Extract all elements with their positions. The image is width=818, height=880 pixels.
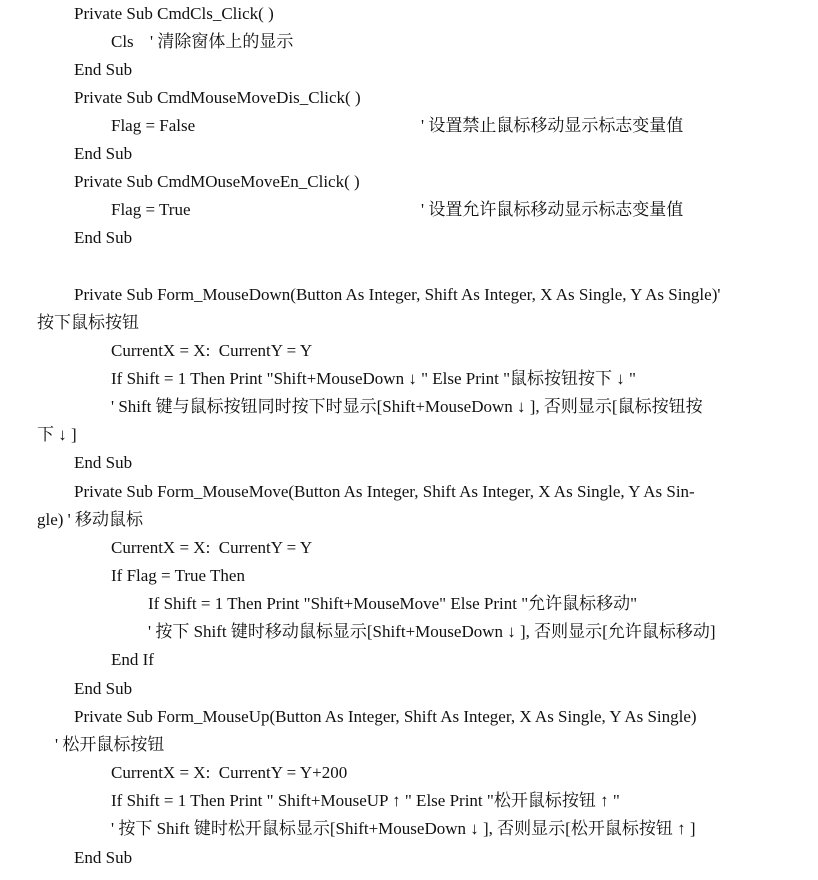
code-line-27: CurrentX = X: CurrentY = Y+200: [111, 763, 348, 782]
code-comment-2: ' 清除窗体上的显示: [150, 32, 294, 51]
code-line-26: ' 松开鼠标按钮: [55, 735, 165, 754]
code-line-10: Private Sub Form_MouseDown(Button As Integer, Shift As Integer, X As Single, Y As Single)': [74, 285, 721, 304]
code-comment-5: ' 设置禁止鼠标移动显示标志变量值: [421, 116, 684, 135]
code-line-7: Private Sub CmdMOuseMoveEn_Click( ): [74, 172, 360, 191]
code-line-11: 按下鼠标按钮: [37, 313, 139, 332]
code-line-29: ' 按下 Shift 键时松开鼠标显示[Shift+MouseDown ↓ ], 否则显示[松开鼠标按钮 ↑ ]: [111, 819, 696, 838]
code-line-21: If Shift = 1 Then Print "Shift+MouseMove" Else Print "允许鼠标移动": [148, 594, 638, 613]
code-line-1: Private Sub CmdCls_Click( ): [74, 4, 274, 23]
code-line-17: Private Sub Form_MouseMove(Button As Integer, Shift As Integer, X As Single, Y As Sin-: [74, 482, 695, 501]
code-line-15: 下 ↓ ]: [37, 425, 77, 444]
code-line-12: CurrentX = X: CurrentY = Y: [111, 341, 313, 360]
code-line-5: Flag = False: [111, 116, 196, 135]
code-line-18: gle) ' 移动鼠标: [37, 510, 143, 529]
code-line-28: If Shift = 1 Then Print " Shift+MouseUP ↑ " Else Print "松开鼠标按钮 ↑ ": [111, 791, 620, 810]
code-line-20: If Flag = True Then: [111, 566, 245, 585]
code-line-6: End Sub: [74, 144, 133, 163]
code-line-19: CurrentX = X: CurrentY = Y: [111, 538, 313, 557]
code-line-13: If Shift = 1 Then Print "Shift+MouseDown ↓ " Else Print "鼠标按钮按下 ↓ ": [111, 369, 636, 388]
code-line-25: Private Sub Form_MouseUp(Button As Integer, Shift As Integer, X As Single, Y As Single): [74, 707, 697, 726]
code-line-23: End If: [111, 650, 154, 669]
code-line-14: ' Shift 键与鼠标按钮同时按下时显示[Shift+MouseDown ↓ ], 否则显示[鼠标按钮按: [111, 397, 703, 416]
code-line-24: End Sub: [74, 679, 133, 698]
code-line-16: End Sub: [74, 453, 133, 472]
code-line-9: End Sub: [74, 228, 133, 247]
code-line-22: ' 按下 Shift 键时移动鼠标显示[Shift+MouseDown ↓ ], 否则显示[允许鼠标移动]: [148, 622, 716, 641]
code-comment-8: ' 设置允许鼠标移动显示标志变量值: [421, 200, 684, 219]
code-line-8: Flag = True: [111, 200, 191, 219]
code-line-4: Private Sub CmdMouseMoveDis_Click( ): [74, 88, 361, 107]
code-line-3: End Sub: [74, 60, 133, 79]
code-line-2: Cls: [111, 32, 134, 51]
code-line-30: End Sub: [74, 848, 133, 867]
